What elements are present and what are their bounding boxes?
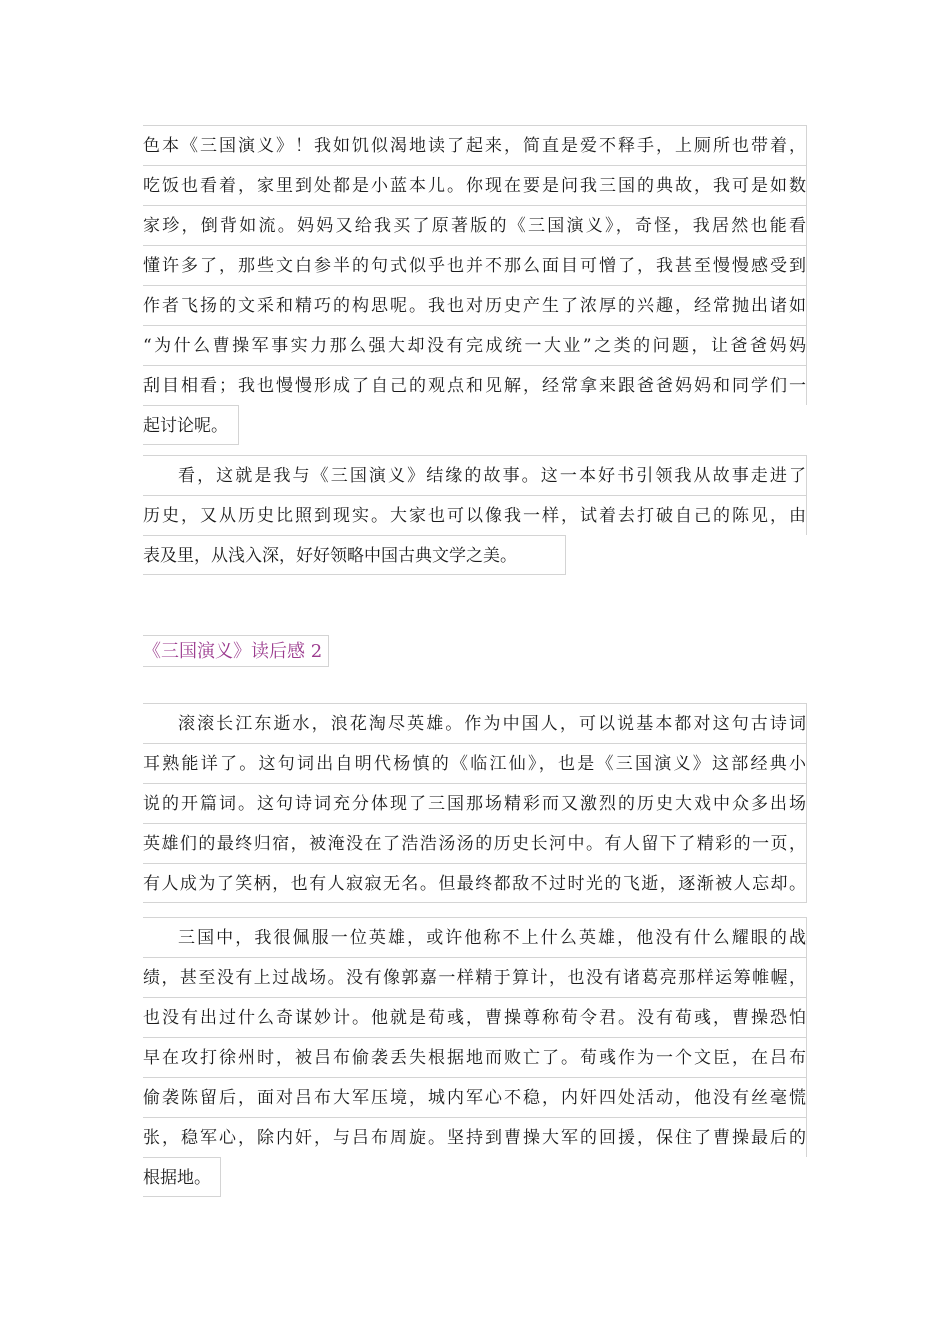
text-line: 作者飞扬的文采和精巧的构思呢。我也对历史产生了浓厚的兴趣，经常抛出诸如 [143, 285, 807, 325]
text-line: 家珍，倒背如流。妈妈又给我买了原著版的《三国演义》，奇怪，我居然也能看 [143, 205, 807, 245]
paragraph-continuation [143, 125, 807, 449]
text-line: 色本《三国演义》！我如饥似渴地读了起来，简直是爱不释手，上厕所也带着， [143, 125, 807, 165]
section-heading: 《三国演义》读后感 2 [143, 635, 329, 667]
text-line: 根据地。 [143, 1157, 221, 1197]
paragraph-xun-yu [143, 917, 807, 1201]
text-line: 绩，甚至没有上过战场。没有像郭嘉一样精于算计，也没有诸葛亮那样运筹帷幄， [143, 957, 807, 997]
text-line: 刮目相看；我也慢慢形成了自己的观点和见解，经常拿来跟爸爸妈妈和同学们一 [143, 365, 807, 405]
text-line: 懂许多了，那些文白参半的句式似乎也并不那么面目可憎了，我甚至慢慢感受到 [143, 245, 807, 285]
text-line: 吃饭也看着，家里到处都是小蓝本儿。你现在要是问我三国的典故，我可是如数 [143, 165, 807, 205]
text-line: “为什么曹操军事实力那么强大却没有完成统一大业”之类的问题，让爸爸妈妈 [143, 325, 807, 365]
paragraph-conclusion [143, 455, 807, 579]
text-line: 早在攻打徐州时，被吕布偷袭丢失根据地而败亡了。荀彧作为一个文臣，在吕布 [143, 1037, 807, 1077]
text-line: 看，这就是我与《三国演义》结缘的故事。这一本好书引领我从故事走进了 [143, 455, 807, 495]
text-line: 表及里，从浅入深，好好领略中国古典文学之美。 [143, 535, 566, 575]
text-line: 张，稳军心，除内奸，与吕布周旋。坚持到曹操大军的回援，保住了曹操最后的 [143, 1117, 807, 1157]
text-line: 滚滚长江东逝水，浪花淘尽英雄。作为中国人，可以说基本都对这句古诗词 [143, 703, 807, 743]
text-line: 耳熟能详了。这句词出自明代杨慎的《临江仙》，也是《三国演义》这部经典小 [143, 743, 807, 783]
paragraph-intro [143, 703, 807, 903]
text-line: 偷袭陈留后，面对吕布大军压境，城内军心不稳，内奸四处活动，他没有丝毫慌 [143, 1077, 807, 1117]
text-line: 三国中，我很佩服一位英雄，或许他称不上什么英雄，他没有什么耀眼的战 [143, 917, 807, 957]
text-line: 英雄们的最终归宿，被淹没在了浩浩汤汤的历史长河中。有人留下了精彩的一页， [143, 823, 807, 863]
text-line: 起讨论呢。 [143, 405, 239, 445]
text-line: 也没有出过什么奇谋妙计。他就是荀彧，曹操尊称荀令君。没有荀彧，曹操恐怕 [143, 997, 807, 1037]
text-line: 有人成为了笑柄，也有人寂寂无名。但最终都敌不过时光的飞逝，逐渐被人忘却。 [143, 863, 807, 903]
text-line: 历史，又从历史比照到现实。大家也可以像我一样，试着去打破自己的陈见，由 [143, 495, 807, 535]
text-line: 说的开篇词。这句诗词充分体现了三国那场精彩而又激烈的历史大戏中众多出场 [143, 783, 807, 823]
